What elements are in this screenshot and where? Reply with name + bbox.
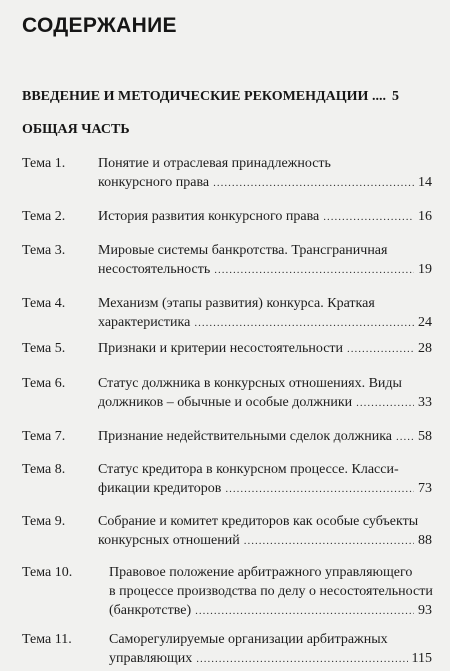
entry-page-number: 58: [418, 429, 432, 444]
entry-title-line: конкурсного права: [98, 175, 210, 190]
entry-title-line: Понятие и отраслевая принадлежность: [98, 156, 331, 171]
entry-title-line: Правовое положение арбитражного управляющего: [109, 565, 413, 580]
entry-prefix: Тема 11.: [22, 632, 72, 647]
entry-title-line: несостоятельность: [98, 262, 211, 277]
dot-leader: [323, 208, 414, 227]
dot-leader: [356, 394, 414, 413]
entry-title-line: История развития конкурсного права: [98, 209, 320, 224]
entry-page-number: 73: [418, 481, 432, 496]
intro-entry: [22, 89, 432, 105]
dot-leader: [225, 480, 414, 499]
entry-page-number: 115: [411, 651, 432, 666]
toc-entry: [22, 339, 432, 359]
entry-title-line: в процессе производства по делу о несостоятельности: [109, 584, 433, 599]
entry-title-line: конкурсных отношений: [98, 533, 240, 548]
entry-title-line: Механизм (этапы развития) конкурса. Краткая: [98, 296, 375, 311]
dot-leader: [195, 602, 414, 621]
entry-title-line: Признание недействительными сделок должника: [98, 429, 392, 444]
dot-leader: [347, 340, 414, 359]
toc-entry: [22, 154, 432, 193]
entry-page-number: 19: [418, 262, 432, 277]
entry-prefix: Тема 2.: [22, 209, 66, 224]
toc-entry: [22, 374, 432, 413]
toc-heading: СОДЕРЖАНИЕ: [22, 14, 177, 37]
entry-title-line: Собрание и комитет кредиторов как особые субъекты: [98, 514, 419, 529]
entry-title-line: фикации кредиторов: [98, 481, 222, 496]
entry-prefix: Тема 8.: [22, 462, 66, 477]
dot-leader: [396, 428, 414, 447]
toc-entry: [22, 241, 432, 280]
dot-leader: [244, 532, 414, 551]
intro-label: ВВЕДЕНИЕ И МЕТОДИЧЕСКИЕ РЕКОМЕНДАЦИИ ....: [22, 89, 386, 104]
entry-page-number: 16: [418, 209, 432, 224]
toc-entry: [22, 563, 432, 621]
entry-prefix: Тема 5.: [22, 341, 66, 356]
intro-page: 5: [391, 89, 399, 104]
entry-page-number: 93: [418, 603, 432, 618]
entry-page-number: 24: [418, 315, 432, 330]
entry-title-line: должников – обычные и особые должники: [98, 395, 353, 410]
toc-entry: [22, 427, 432, 447]
dot-leader: [194, 314, 414, 333]
entry-title-line: (банкротстве): [109, 603, 192, 618]
toc-entry: [22, 630, 432, 669]
entry-prefix: Тема 10.: [22, 565, 73, 580]
toc-entry: [22, 294, 432, 333]
entry-title-line: характеристика: [98, 315, 191, 330]
entry-page-number: 88: [418, 533, 432, 548]
entry-title-line: управляющих: [109, 651, 193, 666]
entry-title-line: Мировые системы банкротства. Трансграничная: [98, 243, 388, 258]
entry-prefix: Тема 7.: [22, 429, 66, 444]
entry-page-number: 14: [418, 175, 432, 190]
toc-entry: [22, 512, 432, 551]
entry-title-line: Признаки и критерии несостоятельности: [98, 341, 344, 356]
entry-page-number: 28: [418, 341, 432, 356]
entry-prefix: Тема 1.: [22, 156, 66, 171]
general-part-heading: ОБЩАЯ ЧАСТЬ: [22, 122, 130, 137]
entry-page-number: 33: [418, 395, 432, 410]
entry-title-line: Статус кредитора в конкурсном процессе. Класси-: [98, 462, 399, 477]
entry-prefix: Тема 6.: [22, 376, 66, 391]
toc-entry: [22, 460, 432, 499]
dot-leader: [214, 261, 414, 280]
entry-title-line: Саморегулируемые организации арбитражных: [109, 632, 388, 647]
entry-prefix: Тема 3.: [22, 243, 66, 258]
dot-leader: [213, 174, 414, 193]
entry-title-line: Статус должника в конкурсных отношениях. Виды: [98, 376, 402, 391]
toc-entry: [22, 207, 432, 227]
dot-leader: [196, 650, 407, 669]
entry-prefix: Тема 9.: [22, 514, 66, 529]
entry-prefix: Тема 4.: [22, 296, 66, 311]
